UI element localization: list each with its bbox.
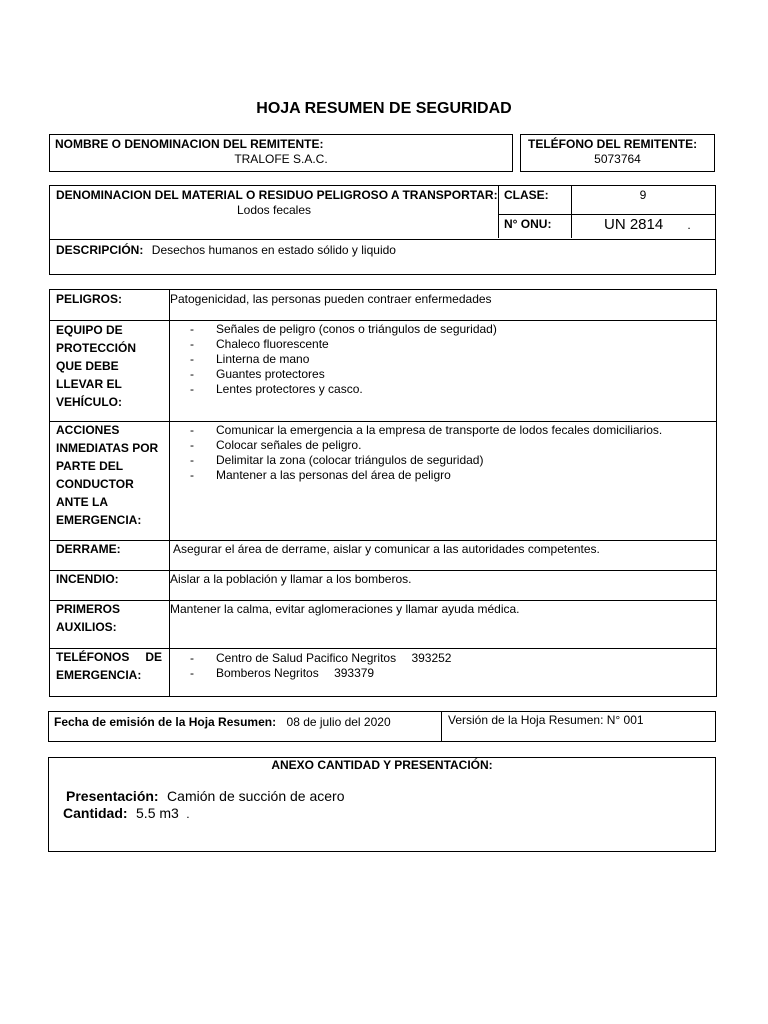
first-aid-label-line: AUXILIOS: xyxy=(56,620,117,634)
fire-value: Aislar a la población y llamar a los bomberos. xyxy=(170,572,412,586)
first-aid-label xyxy=(56,600,120,636)
sender-name-box xyxy=(49,134,513,172)
list-item xyxy=(190,666,451,681)
quantity-value: 5.5 m3 xyxy=(136,805,179,821)
un-number-text: UN 2814 xyxy=(604,216,664,233)
actions-list xyxy=(190,423,662,483)
sender-phone-label: TELÉFONO DEL REMITENTE: xyxy=(528,137,698,151)
first-aid-value: Mantener la calma, evitar aglomeraciones y llamar ayuda médica. xyxy=(170,602,520,616)
hazards-table xyxy=(49,289,717,697)
hazards-label: PELIGROS: xyxy=(56,292,123,306)
list-item: - Lentes protectores y casco. xyxy=(190,382,497,397)
description-label: DESCRIPCIÓN: xyxy=(56,243,144,257)
emergency-phones-label-b: DE xyxy=(145,650,162,664)
annex-title: ANEXO CANTIDAD Y PRESENTACIÓN: xyxy=(271,758,493,772)
emergency-phones-label xyxy=(56,648,162,684)
issue-date-box xyxy=(48,711,716,742)
spill-label: DERRAME: xyxy=(56,542,121,556)
issue-date-label: Fecha de emisión de la Hoja Resumen: xyxy=(54,715,277,729)
actions-label xyxy=(56,421,168,529)
sender-phone-box xyxy=(520,134,715,172)
quantity-row xyxy=(63,805,190,823)
actions-label-line: CONDUCTOR xyxy=(56,477,134,491)
issue-date-row xyxy=(54,713,391,731)
actions-label-line: EMERGENCIA: xyxy=(56,513,142,527)
equipment-label-line: EQUIPO DE xyxy=(56,323,123,337)
hazards-value: Patogenicidad, las personas pueden contraer enfermedades xyxy=(170,292,492,306)
phone-entry-name: Bomberos Negritos xyxy=(216,666,319,680)
emergency-phones-label-line xyxy=(56,648,162,666)
annex-box xyxy=(48,757,716,852)
equipment-list xyxy=(190,322,497,397)
list-item: - Delimitar la zona (colocar triángulos de seguridad) xyxy=(190,453,662,468)
equipment-label-line: VEHÍCULO: xyxy=(56,395,122,409)
equipment-label xyxy=(56,321,166,411)
actions-label-line: ACCIONES xyxy=(56,423,120,437)
description-row xyxy=(56,241,396,259)
un-number-suffix: . xyxy=(687,218,691,232)
material-value: Lodos fecales xyxy=(236,203,312,217)
quantity-suffix: . xyxy=(186,807,190,821)
page-title: HOJA RESUMEN DE SEGURIDAD xyxy=(256,100,512,117)
un-number-label: N° ONU: xyxy=(504,217,552,231)
actions-label-line: INMEDIATAS POR xyxy=(56,441,159,455)
list-item: - Linterna de mano xyxy=(190,352,497,367)
phone-entry-name: Centro de Salud Pacifico Negritos xyxy=(216,651,397,665)
phone-entry-number: 393252 xyxy=(411,651,452,665)
spill-value: Asegurar el área de derrame, aislar y comunicar a las autoridades competentes. xyxy=(173,542,600,556)
list-item: - Guantes protectores xyxy=(190,367,497,382)
equipment-label-line: QUE DEBE xyxy=(56,359,119,373)
quantity-label: Cantidad: xyxy=(63,805,128,821)
equipment-label-line: PROTECCIÓN xyxy=(56,341,137,355)
emergency-phones-label-a: TELÉFONOS xyxy=(56,650,130,664)
sender-phone-value: 5073764 xyxy=(594,152,641,166)
equipment-label-line: LLEVAR EL xyxy=(56,377,122,391)
emergency-phones-label-c: EMERGENCIA: xyxy=(56,668,142,682)
presentation-value: Camión de succión de acero xyxy=(167,788,345,804)
list-item: - Colocar señales de peligro. xyxy=(190,438,662,453)
class-value: 9 xyxy=(639,188,647,202)
un-number-value xyxy=(604,216,691,233)
description-value: Desechos humanos en estado sólido y liquido xyxy=(151,243,396,257)
sender-name-label: NOMBRE O DENOMINACION DEL REMITENTE: xyxy=(55,137,324,151)
material-box xyxy=(49,185,716,275)
list-item: - Señales de peligro (conos o triángulos de seguridad) xyxy=(190,322,497,337)
presentation-label: Presentación: xyxy=(66,788,159,804)
emergency-phones-list xyxy=(190,651,451,681)
sender-name-value: TRALOFE S.A.C. xyxy=(234,152,328,166)
list-item: - Mantener a las personas del área de peligro xyxy=(190,468,662,483)
issue-date-value: 08 de julio del 2020 xyxy=(286,715,391,729)
presentation-row xyxy=(66,788,344,806)
first-aid-label-line: PRIMEROS xyxy=(56,602,121,616)
phone-entry-number: 393379 xyxy=(334,666,375,680)
sheet-version: Versión de la Hoja Resumen: N° 001 xyxy=(448,713,644,727)
material-label: DENOMINACION DEL MATERIAL O RESIDUO PELIGROSO A TRANSPORTAR: xyxy=(56,188,498,202)
class-label: CLASE: xyxy=(504,188,549,202)
actions-label-line: ANTE LA xyxy=(56,495,108,509)
list-item xyxy=(190,651,451,666)
list-item: - Comunicar la emergencia a la empresa de transporte de lodos fecales domiciliarios. xyxy=(190,423,662,438)
list-item: - Chaleco fluorescente xyxy=(190,337,497,352)
fire-label: INCENDIO: xyxy=(56,572,119,586)
actions-label-line: PARTE DEL xyxy=(56,459,124,473)
